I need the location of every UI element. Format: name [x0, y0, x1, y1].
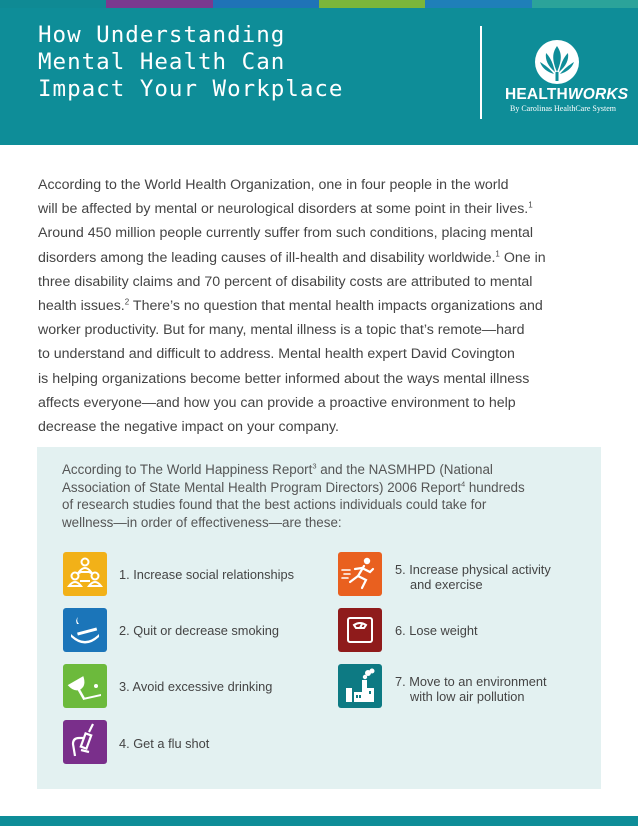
intro-line: health issues.$^2$ There’s no question that mental health impacts organizations and — [38, 297, 543, 315]
panel-line: of research studies found that the best actions individuals could take for — [62, 497, 487, 513]
intro-line: to understand and difficult to address. Mental health expert David Covington — [38, 346, 515, 363]
running-person-icon — [338, 552, 382, 596]
strip-segment — [425, 0, 531, 8]
logo-wordmark: HEALTHWORKS — [505, 86, 629, 103]
top-color-strip — [0, 0, 638, 8]
intro-line: According to the World Health Organization, one in four people in the world — [38, 177, 509, 193]
ashtray-icon — [63, 608, 107, 652]
strip-segment — [532, 0, 638, 8]
intro-line: is helping organizations become better informed about the ways mental illness — [38, 370, 530, 387]
action-label: 4. Get a flu shot — [119, 736, 210, 751]
footnote-ref: 1 — [495, 248, 500, 258]
strip-segment — [106, 0, 212, 8]
panel-line: Association of State Mental Health Program Directors) 2006 Report$^4$ hundreds — [62, 479, 525, 495]
action-label-line: 5. Increase physical activity — [395, 562, 551, 577]
wine-glass-icon — [63, 664, 107, 708]
action-label: 2. Quit or decrease smoking — [119, 623, 280, 638]
action-label-line: with low air pollution — [410, 688, 525, 704]
footnote-ref: 3 — [312, 461, 317, 471]
strip-segment — [0, 0, 106, 8]
action-label-line: and exercise — [410, 576, 483, 592]
bottom-bar — [0, 816, 638, 826]
intro-line: three disability claims and 70 percent of disability costs are attributed to mental — [38, 273, 533, 290]
intro-line: disorders among the leading causes of ill-health and disability worldwide.$^1$ One in — [38, 248, 546, 266]
header-divider — [480, 26, 482, 119]
syringe-icon — [63, 720, 107, 764]
footnote-ref: 4 — [460, 479, 466, 489]
title-line: Mental Health Can — [38, 49, 286, 75]
intro-line: affects everyone—and how you can provide a proactive environment to help — [38, 394, 516, 411]
action-label: 3. Avoid excessive drinking — [119, 679, 273, 694]
intro-line: worker productivity. But for many, mental illness is a topic that’s remote—hard — [38, 322, 525, 339]
footnote-ref: 1 — [528, 200, 533, 210]
people-network-icon — [63, 552, 107, 596]
action-label — [395, 563, 551, 592]
action-label — [395, 675, 547, 704]
intro-paragraph — [38, 173, 598, 439]
strip-segment — [213, 0, 319, 8]
title-line: How Understanding — [38, 22, 286, 48]
tree-logo-icon — [533, 38, 581, 86]
title-line: Impact Your Workplace — [38, 76, 344, 102]
action-label-line: 7. Move to an environment — [395, 674, 547, 689]
footnote-ref: 2 — [124, 297, 130, 307]
logo-subtitle: By Carolinas HealthCare System — [510, 104, 616, 113]
panel-line: wellness—in order of effectiveness—are these: — [62, 514, 342, 530]
intro-line: decrease the negative impact on your company. — [38, 419, 339, 436]
intro-line: will be affected by mental or neurological disorders at some point in their lives.$^1$ — [38, 200, 533, 218]
action-label: 1. Increase social relationships — [119, 567, 294, 582]
strip-segment — [319, 0, 425, 8]
page-title — [38, 22, 458, 103]
panel-line: According to The World Happiness Report$^3$ and the NASMHPD (National — [62, 461, 493, 477]
action-label: 6. Lose weight — [395, 623, 478, 638]
factory-icon — [338, 664, 382, 708]
intro-line: Around 450 million people currently suffer from such conditions, placing mental — [38, 225, 533, 242]
panel-intro — [62, 461, 582, 531]
scale-icon — [338, 608, 382, 652]
